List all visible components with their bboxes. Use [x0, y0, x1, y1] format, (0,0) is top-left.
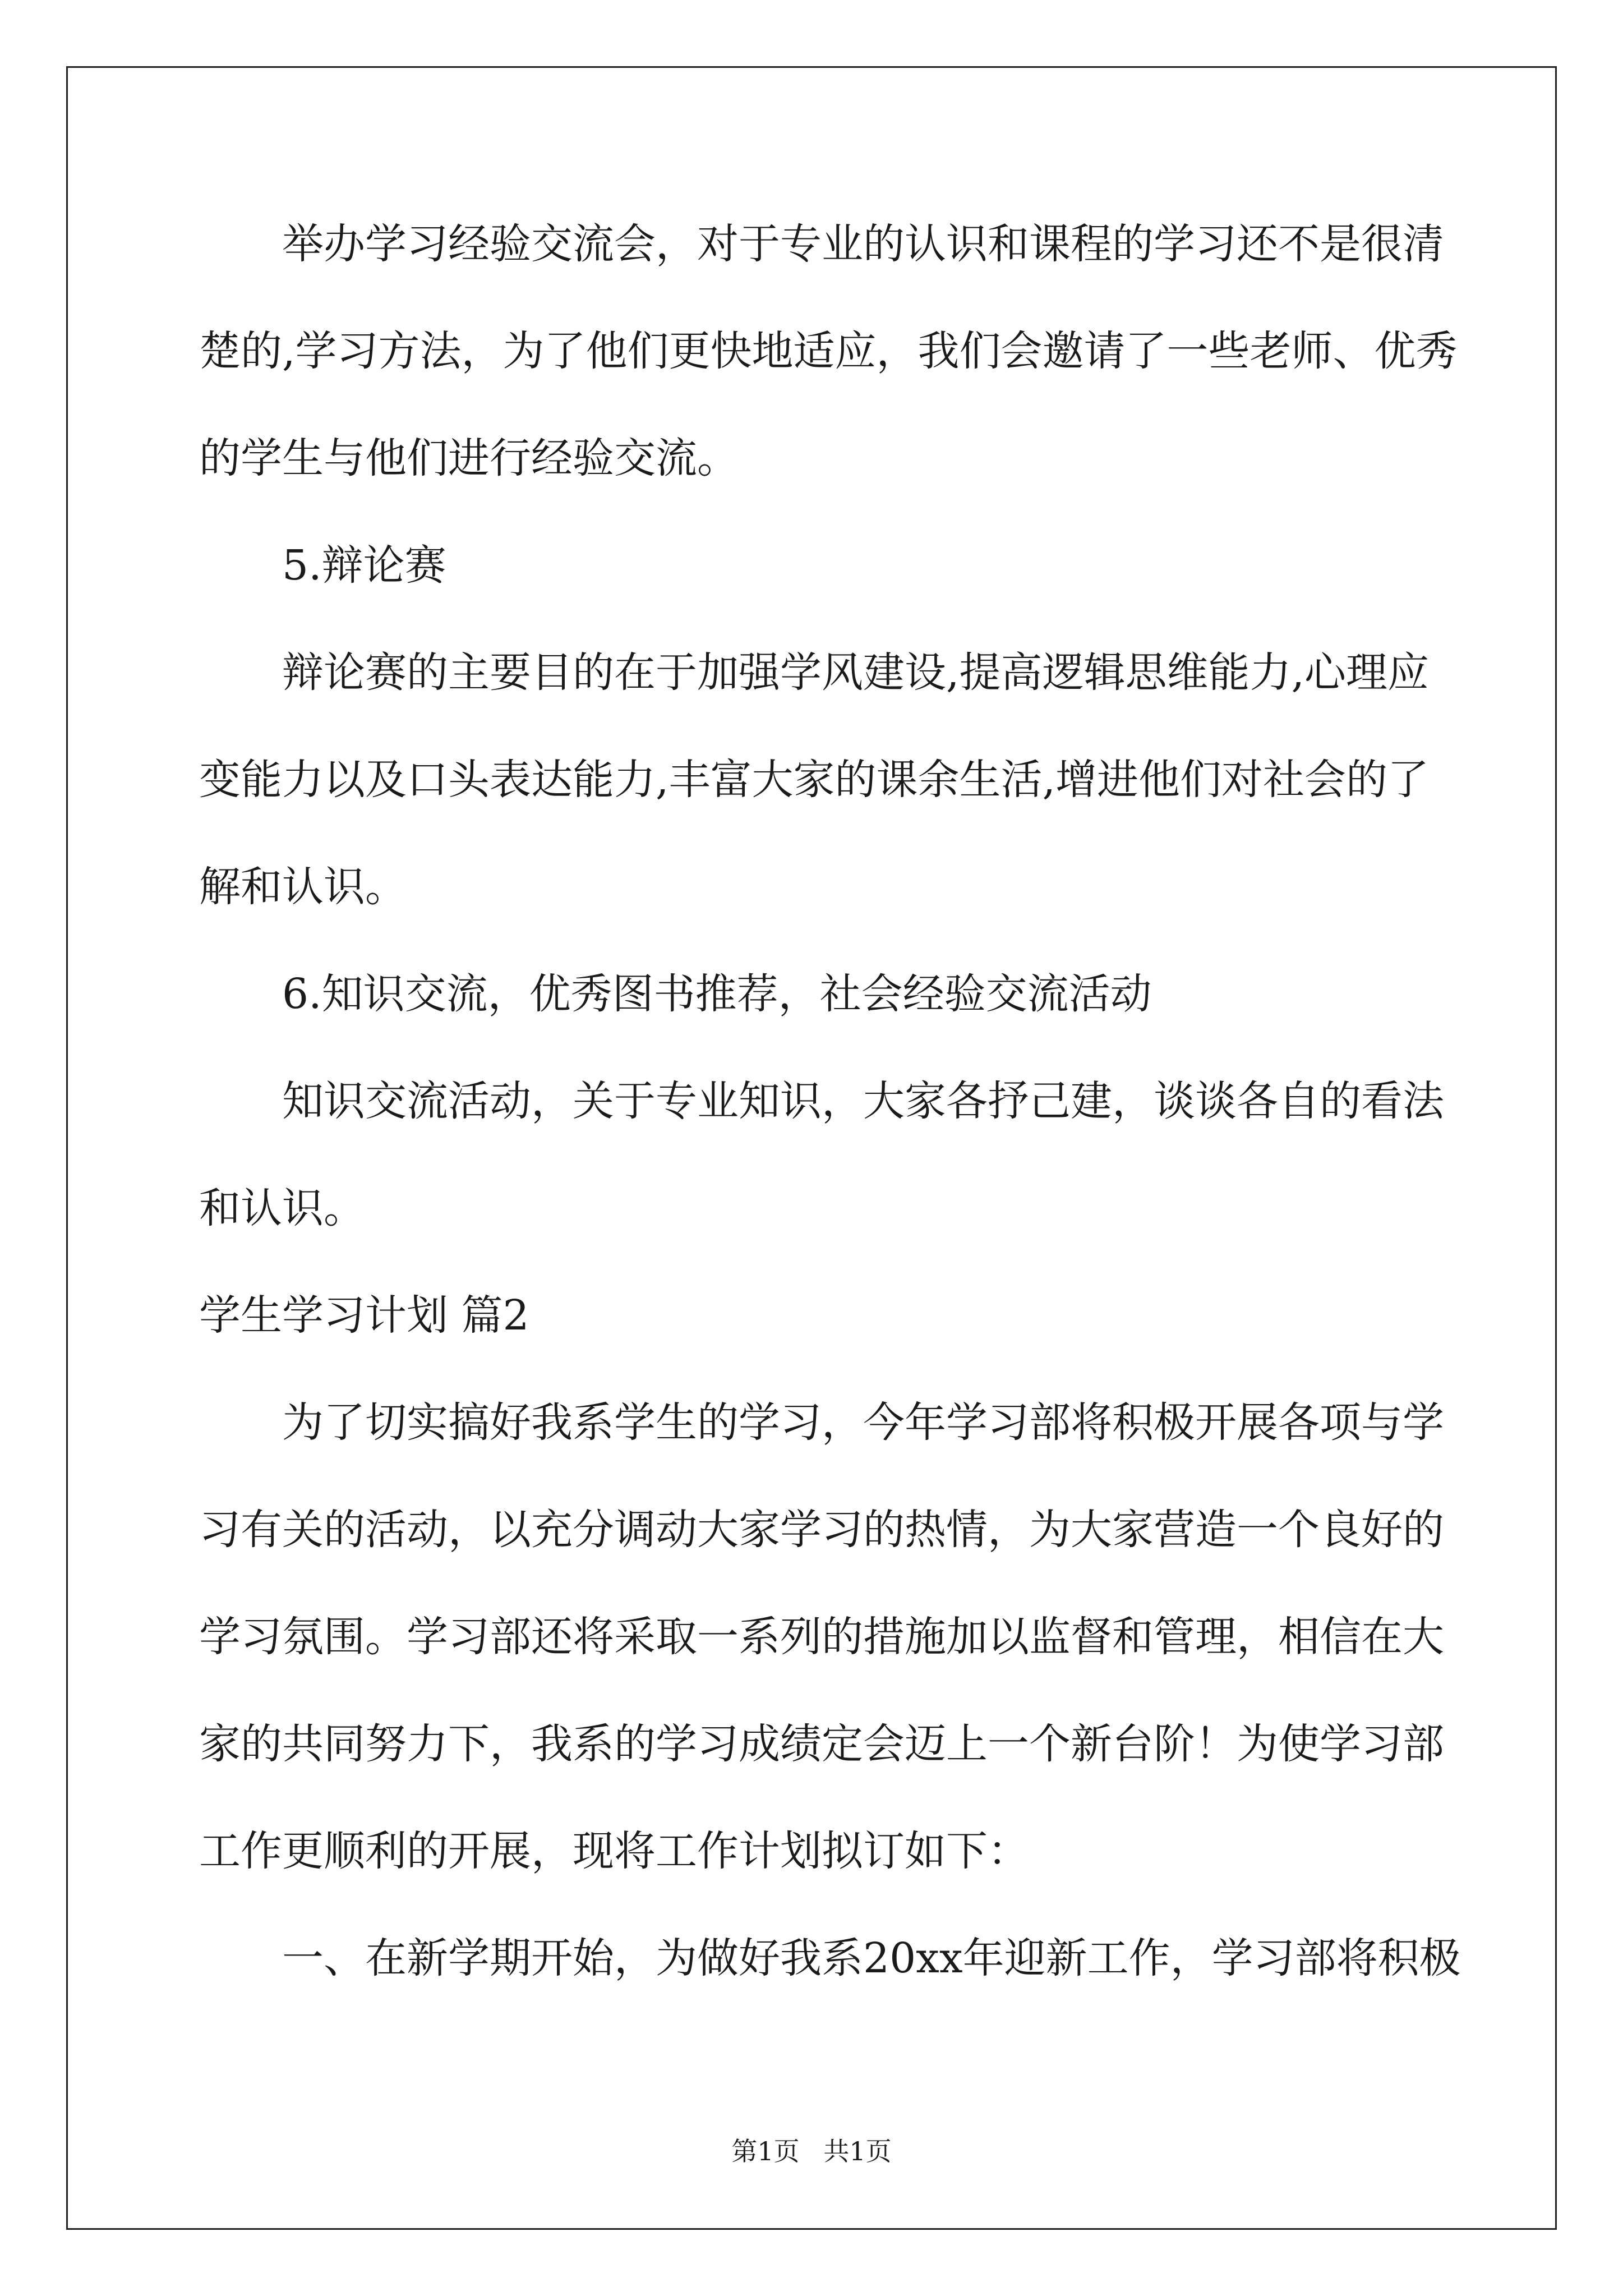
paragraph-line: 楚的,学习方法，为了他们更快地适应，我们会邀请了一些老师、优秀: [199, 327, 1458, 375]
paragraph-line: 辩论赛的主要目的在于加强学风建设,提高逻辑思维能力,心理应: [282, 648, 1430, 697]
paragraph-line: 的学生与他们进行经验交流。: [199, 434, 739, 482]
paragraph-line: 变能力以及口头表达能力,丰富大家的课余生活,增进他们对社会的了: [199, 756, 1430, 804]
page-border: [66, 66, 1557, 2230]
paragraph-line: 习有关的活动，以充分调动大家学习的热情，为大家营造一个良好的: [199, 1506, 1444, 1554]
paragraph-line: 工作更顺利的开展，现将工作计划拟订如下：: [199, 1827, 1029, 1875]
article-title: 学生学习计划 篇2: [199, 1291, 529, 1340]
page-footer: [0, 2134, 1623, 2168]
paragraph-line: 知识交流活动，关于专业知识，大家各抒己建，谈谈各自的看法: [282, 1077, 1444, 1125]
paragraph-line: 为了切实搞好我系学生的学习，今年学习部将积极开展各项与学: [282, 1398, 1444, 1447]
paragraph-line: 举办学习经验交流会，对于专业的认识和课程的学习还不是很清: [282, 220, 1444, 268]
paragraph-line: 一、在新学期开始，为做好我系20xx年迎新工作，学习部将积极: [282, 1934, 1461, 1982]
paragraph-line: 和认识。: [199, 1184, 365, 1232]
paragraph-line: 家的共同努力下，我系的学习成绩定会迈上一个新台阶！为使学习部: [199, 1720, 1444, 1768]
page-number-total: 共1页: [823, 2136, 892, 2166]
paragraph-line: 解和认识。: [199, 863, 407, 911]
section-heading: 6.知识交流，优秀图书推荐，社会经验交流活动: [282, 970, 1152, 1018]
paragraph-line: 学习氛围。学习部还将采取一系列的措施加以监督和管理，相信在大: [199, 1613, 1444, 1661]
section-heading: 5.辩论赛: [282, 541, 446, 590]
page-number-current: 第1页: [731, 2136, 800, 2166]
